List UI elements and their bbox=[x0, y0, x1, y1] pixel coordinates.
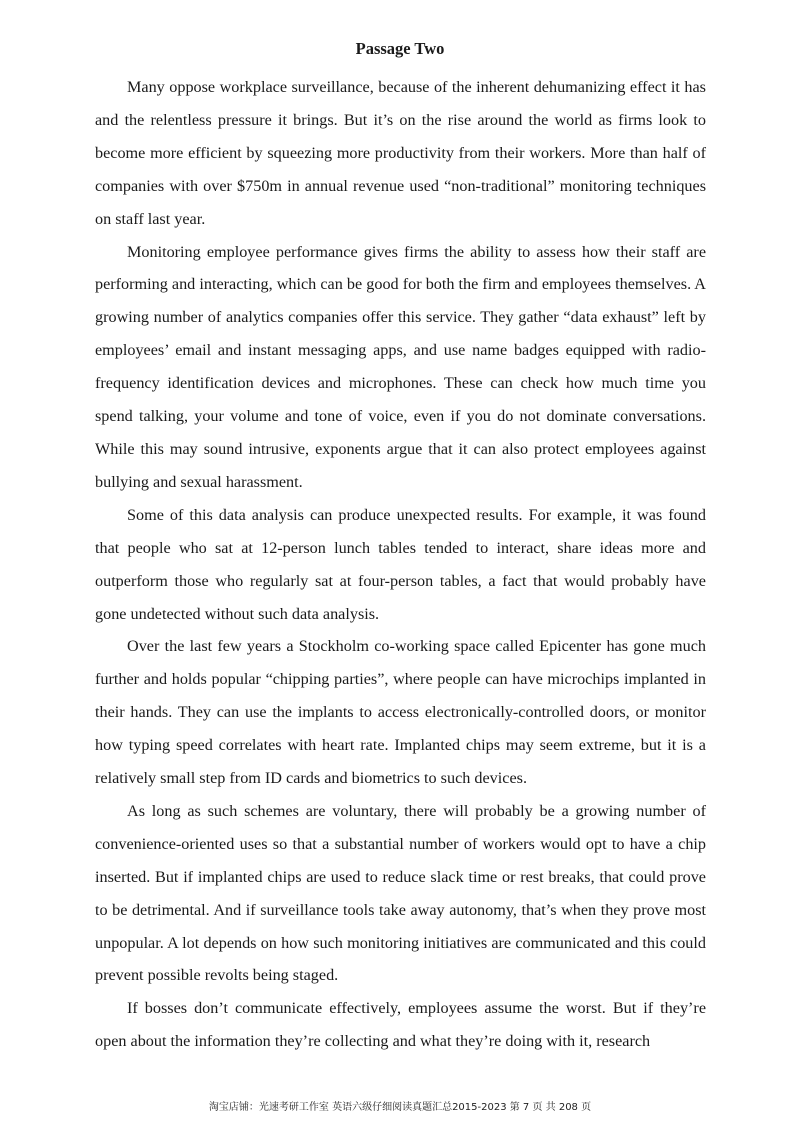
passage-body bbox=[95, 71, 706, 1058]
paragraph-2: Monitoring employee performance gives firms the ability to assess how their staff are performing and interacting, which can be good for both the firm and employees themselves. A growing number of analytics companies offer this service. They gather “data exhaust” left by employees’ email and instant messaging apps, and use name badges equipped with radio-frequency identification devices and microphones. These can check how much time you spend talking, your volume and tone of voice, even if you do not dominate conversations. While this may sound intrusive, exponents argue that it can also protect employees against bullying and sexual harassment. bbox=[95, 242, 706, 491]
paragraph-4: Over the last few years a Stockholm co-working space called Epicenter has gone much further and holds popular “chipping parties”, where people can have microchips implanted in their hands. They can use the implants to access electronically-controlled doors, or monitor how typing speed correlates with heart rate. Implanted chips may seem extreme, but it is a relatively small step from ID cards and biometrics to such devices. bbox=[95, 637, 706, 788]
paragraph-6: If bosses don’t communicate effectively, employees assume the worst. But if they’re open about the information they’re collecting and what they’re doing with it, research bbox=[95, 999, 706, 1051]
page-footer: 淘宝店铺：光速考研工作室 英语六级仔细阅读真题汇总2015-2023 第 7 页 共 208 页 bbox=[208, 1102, 592, 1113]
passage-title: Passage Two bbox=[355, 39, 445, 58]
paragraph-3: Some of this data analysis can produce unexpected results. For example, it was found that people who sat at 12-person lunch tables tended to interact, share ideas more and outperform those who regularly sat at four-person tables, a fact that would probably have gone undetected without such data analysis. bbox=[95, 505, 706, 623]
paragraph-1: Many oppose workplace surveillance, because of the inherent dehumanizing effect it has and the relentless pressure it brings. But it’s on the rise around the world as firms look to become more efficient by squeezing more productivity from their workers. More than half of companies with over $750m in annual revenue used “non-traditional” monitoring techniques on staff last year. bbox=[95, 78, 706, 228]
paragraph-5: As long as such schemes are voluntary, there will probably be a growing number of convenience-oriented uses so that a substantial number of workers would opt to have a chip inserted. But if implanted chips are used to reduce slack time or rest breaks, that could prove to be detrimental. And if surveillance tools take away autonomy, that’s when they prove most unpopular. A lot depends on how such monitoring initiatives are communicated and this could prevent possible revolts being staged. bbox=[95, 801, 706, 985]
